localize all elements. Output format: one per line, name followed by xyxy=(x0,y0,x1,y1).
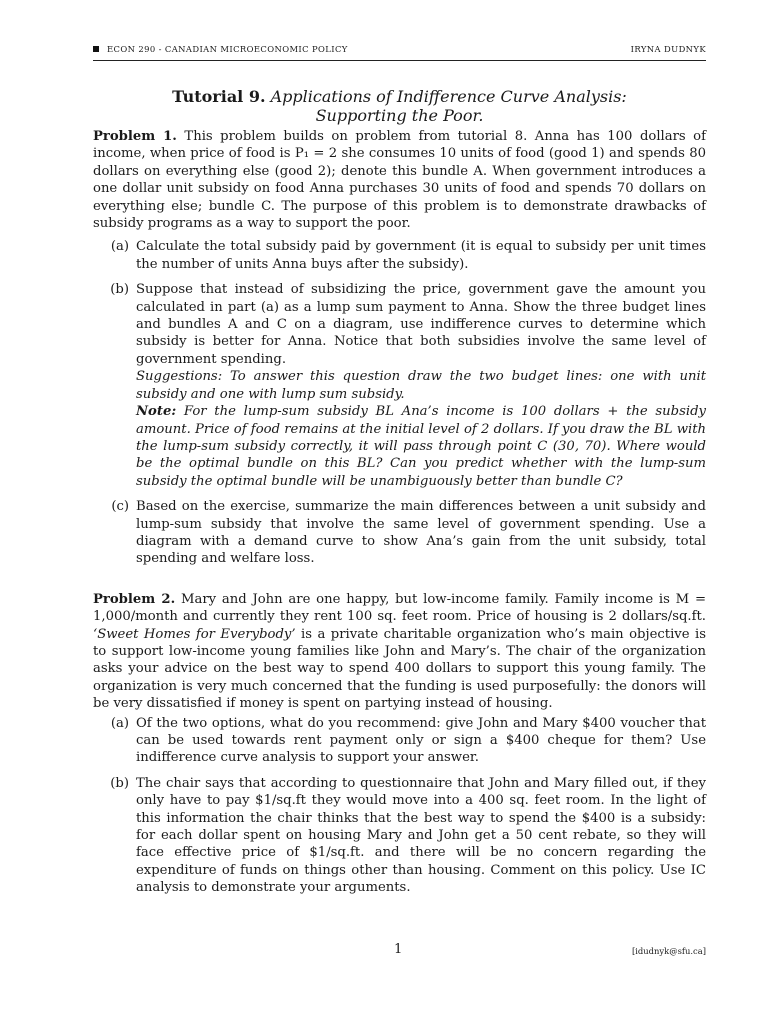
document-title xyxy=(93,87,706,125)
document-body xyxy=(93,128,706,897)
problem-2-intro-text-2: is a private charitable organization who’s main objective is to support low-income young families like John and Mary’s. The chair of the organization asks your advice on the best way to spend 400 dollars to support this young family. The organization is very much concerned that the funding is used purposefully: the donors will be very dissatisfied if money is spent on partying instead of housing. xyxy=(93,626,706,712)
footer-email: [idudnyk@sfu.ca] xyxy=(631,946,706,956)
problem-2-intro-text-1: Mary and John are one happy, but low-income family. Family income is M = 1,000/month and currently they rent 100 sq. feet room. Price of housing is 2 dollars/sq.ft. xyxy=(93,591,706,625)
part-b-suggestions: Suggestions: To answer this question draw the two budget lines: one with unit subsidy and one with lump sum subsidy. xyxy=(136,369,706,402)
problem-1-part-c xyxy=(93,498,706,568)
problem-1-intro xyxy=(93,128,706,232)
problem-2-heading: Problem 2. xyxy=(93,591,176,607)
part-b-note xyxy=(136,403,706,490)
problem-1-intro-text: This problem builds on problem from tutorial 8. Anna has 100 dollars of income, when price of food is P₁ = 2 she consumes 10 units of food (good 1) and spends 80 dollars on everything else (good 2); denote this bundle A. When government introduces a one dollar unit subsidy on food Anna purchases 30 units of food and spends 70 dollars on everything else; bundle C. The purpose of this problem is to demonstrate drawbacks of subsidy programs as a way to support the poor. xyxy=(93,129,707,232)
page-number: 1 xyxy=(394,942,403,957)
problem-1-part-a xyxy=(93,238,706,273)
organization-name: ‘Sweet Homes for Everybody’ xyxy=(93,626,296,642)
part-text xyxy=(130,498,706,568)
tutorial-label: Tutorial 9. xyxy=(172,87,266,106)
part-label: (b) xyxy=(110,282,129,298)
title-line-2: Supporting the Poor. xyxy=(315,106,484,125)
note-text: For the lump-sum subsidy BL Ana’s income is 100 dollars + the subsidy amount. Price of food remains at the initial level of 2 dollars. If you draw the BL with the lump-sum subsidy correctly, it will pass through point C (30, 70). Where would be the optimal bundle on this BL? Can you predict whether with the lump-sum subsidy the optimal bundle will be unambiguously better than bundle C? xyxy=(136,404,706,489)
part-label: (c) xyxy=(111,499,129,515)
note-label: Note: xyxy=(136,404,177,420)
part-label: (a) xyxy=(110,715,129,731)
course-header xyxy=(93,44,348,54)
part-text xyxy=(130,238,706,273)
part-text xyxy=(130,715,706,767)
part-b-text: The chair says that according to questionnaire that John and Mary filled out, if they only have to pay $1/sq.ft they would move into a 400 sq. feet room. In the light of this information the chair thinks that the best way to spend the $400 is a subsidy: for each dollar spent on housing Mary and John get a 50 cent rebate, so they will face effective price of $1/sq.ft. and there will be no concern regarding the expenditure of funds on things other than housing. Comment on this policy. Use IC analysis to demonstrate your arguments. xyxy=(136,775,706,896)
part-a-text: Of the two options, what do you recommend: give John and Mary $400 voucher that can be used towards rent payment only or sign a $400 cheque for them? Use indifference curve analysis to support your answer. xyxy=(136,715,706,766)
section-spacer xyxy=(93,568,706,591)
course-title: ECON 290 - CANADIAN MICROECONOMIC POLICY xyxy=(107,44,348,54)
problem-2-part-a xyxy=(93,715,706,767)
part-a-text: Calculate the total subsidy paid by government (it is equal to subsidy per unit times the number of units Anna buys after the subsidy). xyxy=(136,239,706,272)
problem-1-part-b xyxy=(93,281,706,490)
part-text xyxy=(130,281,706,490)
part-text xyxy=(130,775,706,897)
part-label: (a) xyxy=(110,239,129,255)
title-line-1: Applications of Indifference Curve Analysis: xyxy=(270,87,627,106)
part-c-text: Based on the exercise, summarize the main differences between a unit subsidy and lump-sum subsidy that involve the same level of government spending. Use a diagram with a demand curve to show Ana’s gain from the unit subsidy, total spending and welfare loss. xyxy=(136,499,706,567)
problem-2-part-b xyxy=(93,775,706,897)
problem-2-intro xyxy=(93,591,706,713)
header-rule xyxy=(93,60,706,61)
part-label: (b) xyxy=(110,775,129,791)
author-name: IRYNA DUDNYK xyxy=(630,44,706,54)
page-header xyxy=(93,44,706,64)
square-bullet-icon xyxy=(93,46,99,52)
part-b-text: Suppose that instead of subsidizing the price, government gave the amount you calculated in part (a) as a lump sum payment to Anna. Show the three budget lines and bundles A and C on a diagram, use indifference curves to determine which subsidy is better for Anna. Notice that both subsidies involve the same level of government spending. xyxy=(136,282,706,367)
problem-1-heading: Problem 1. xyxy=(93,129,177,144)
